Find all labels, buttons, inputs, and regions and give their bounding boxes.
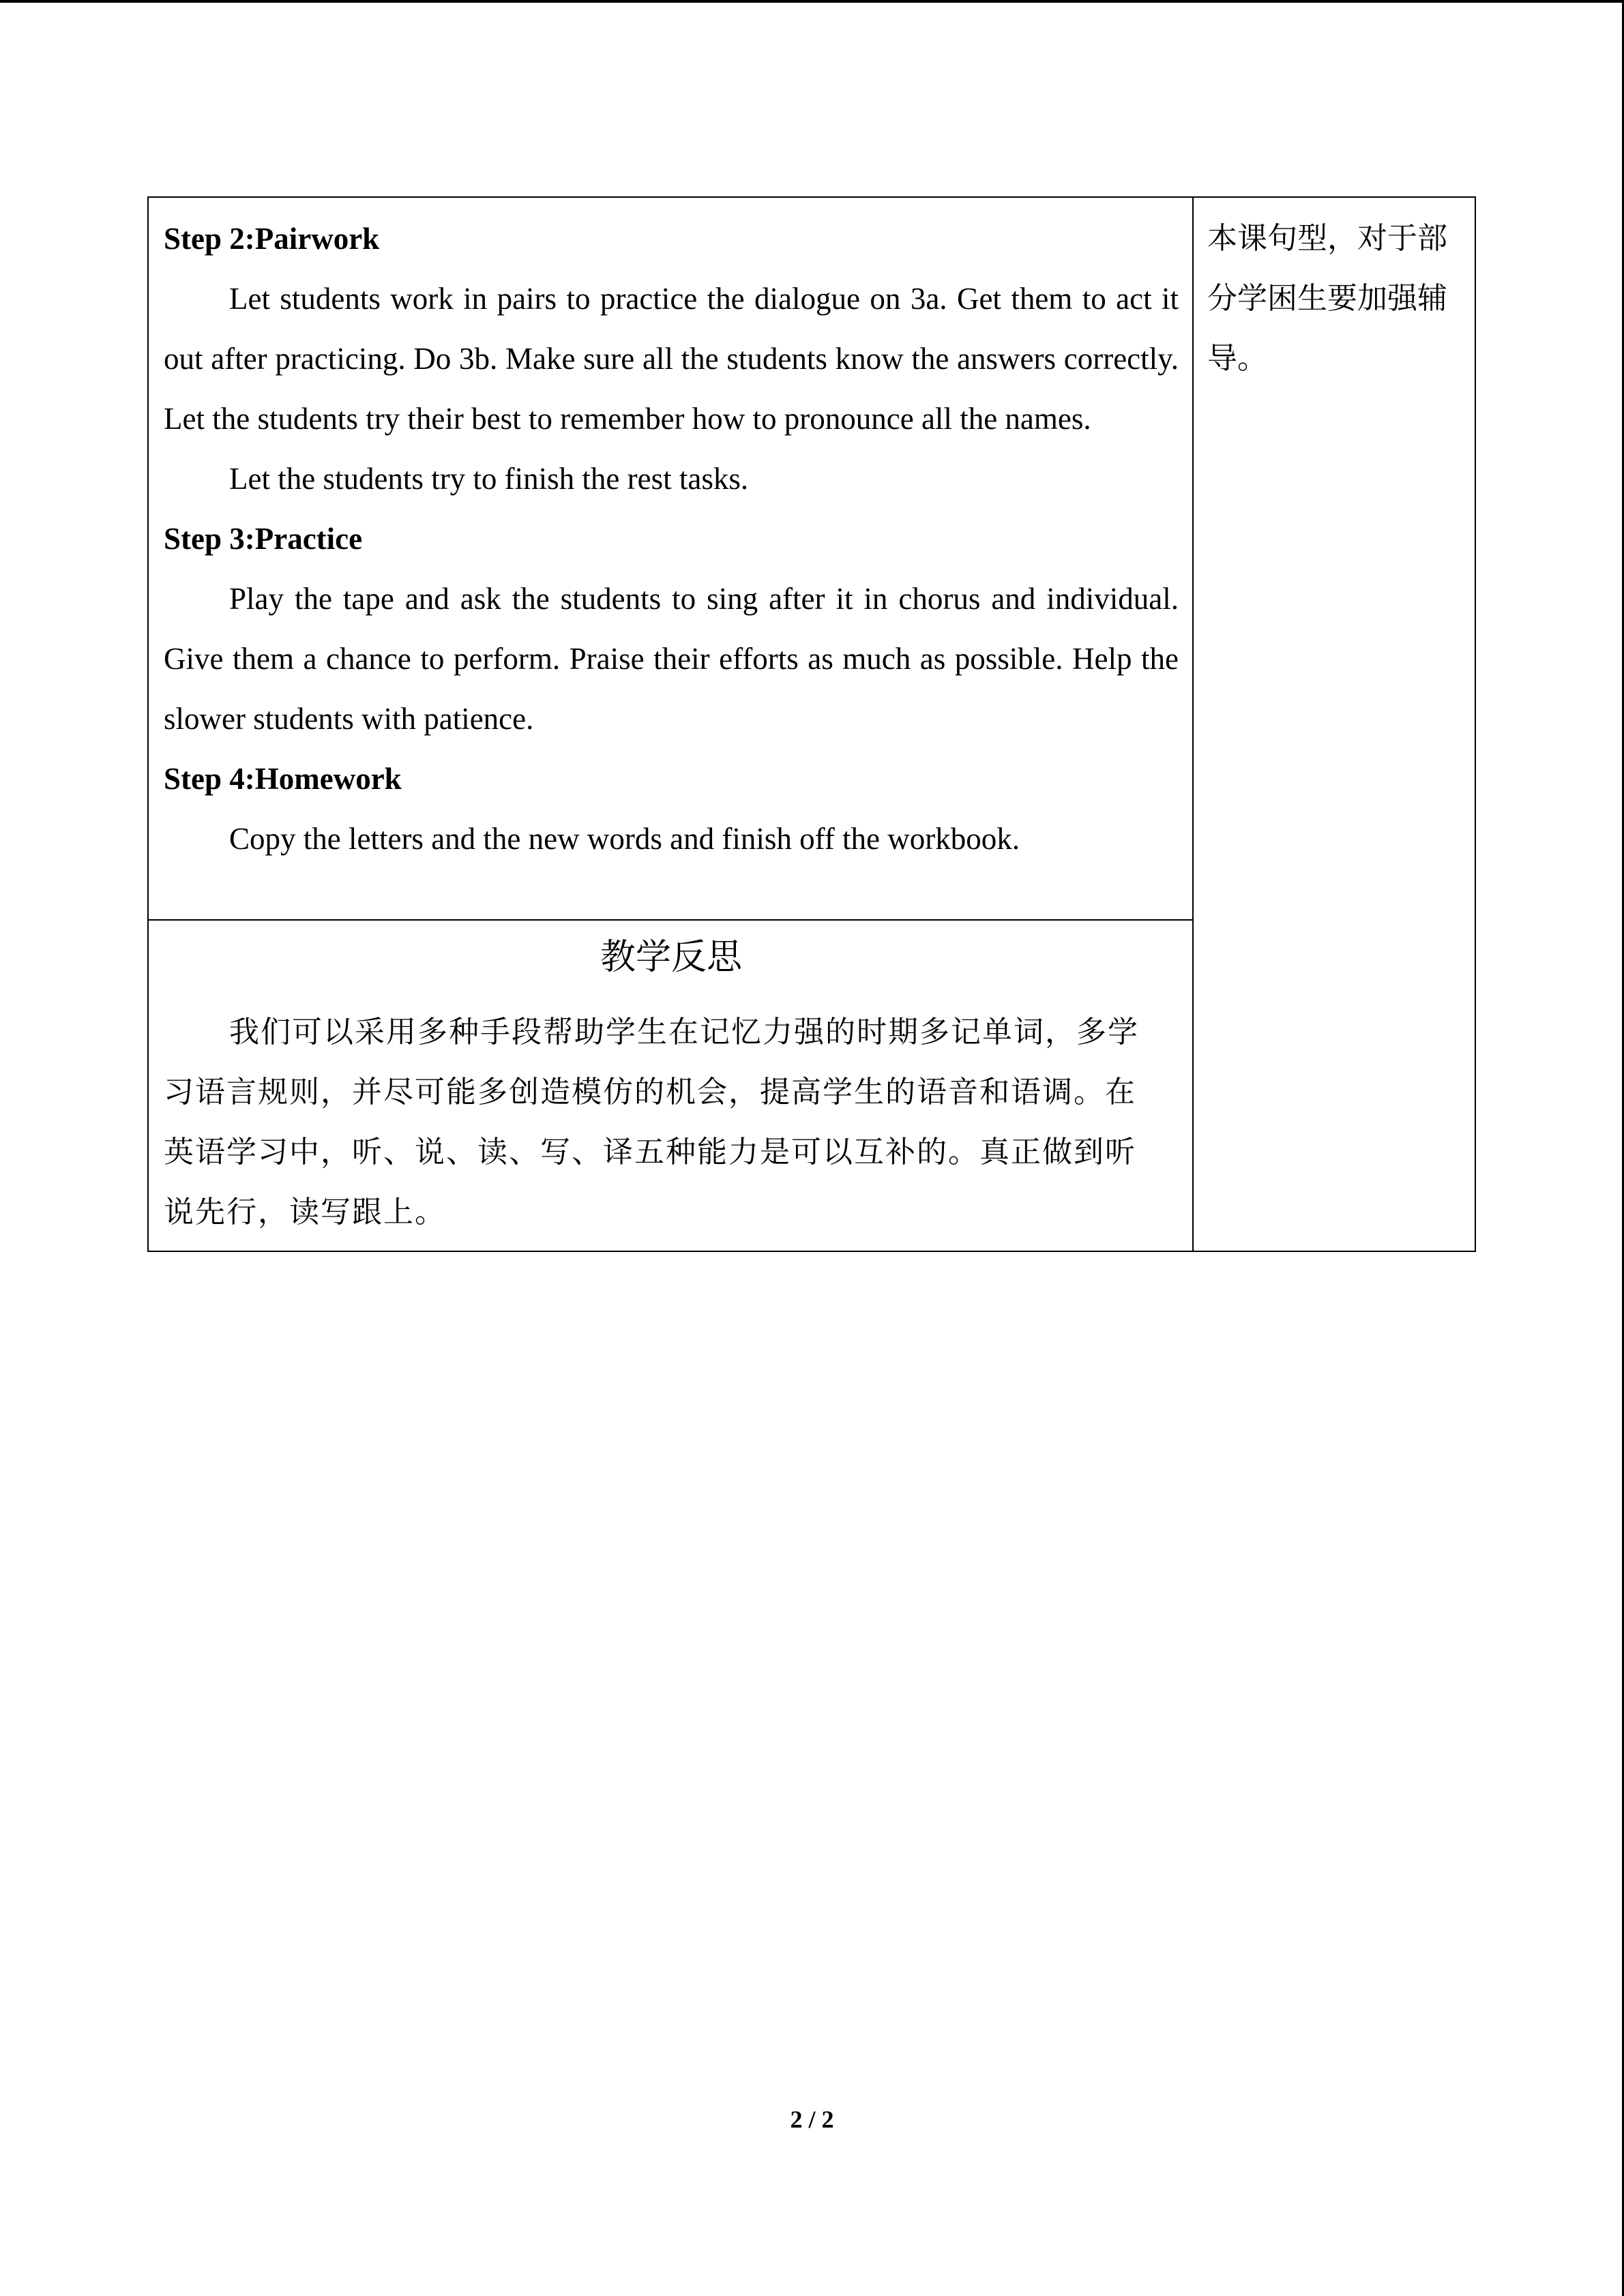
step-3-heading: Step 3:Practice [164,522,363,556]
step-4-paragraph-1: Copy the letters and the new words and finish off the workbook. [229,822,1020,856]
lesson-plan-table [147,196,1476,1252]
step-4-heading: Step 4:Homework [164,762,402,796]
row-divider [149,919,1193,921]
step-2-paragraph-2: Let the students try to finish the rest tasks. [229,462,749,496]
step-2-heading: Step 2:Pairwork [164,222,380,256]
step-3-paragraph-1: Play the tape and ask the students to sing after it in chorus and individual. Give them a chance to perform. Praise their efforts as much as possible. Help the slower students with patience. [164,582,1179,736]
reflection-title: 教学反思 [600,937,742,978]
column-divider [1192,198,1194,1251]
teaching-procedure-cell [164,209,1179,918]
teacher-note-cell: 本课句型，对于部分学困生要加强辅导。 [1207,221,1447,376]
page-number: 2 / 2 [790,2106,834,2133]
reflection-text: 我们可以采用多种手段帮助学生在记忆力强的时期多记单词，多学习语言规则，并尽可能多创造模仿的机会，提高学生的语音和语调。在英语学习中，听、说、读、写、译五种能力是可以互补的。真正做到听说先行，读写跟上。 [164,1015,1139,1229]
step-2-paragraph-1: Let students work in pairs to practice the dialogue on 3a. Get them to act it out after practicing. Do 3b. Make sure all the students know the answers correctly. Let the students try their best to remember how to pronounce all the names. [164,282,1179,436]
page-top-border [0,0,1624,3]
teaching-reflection-cell [164,927,1179,1248]
